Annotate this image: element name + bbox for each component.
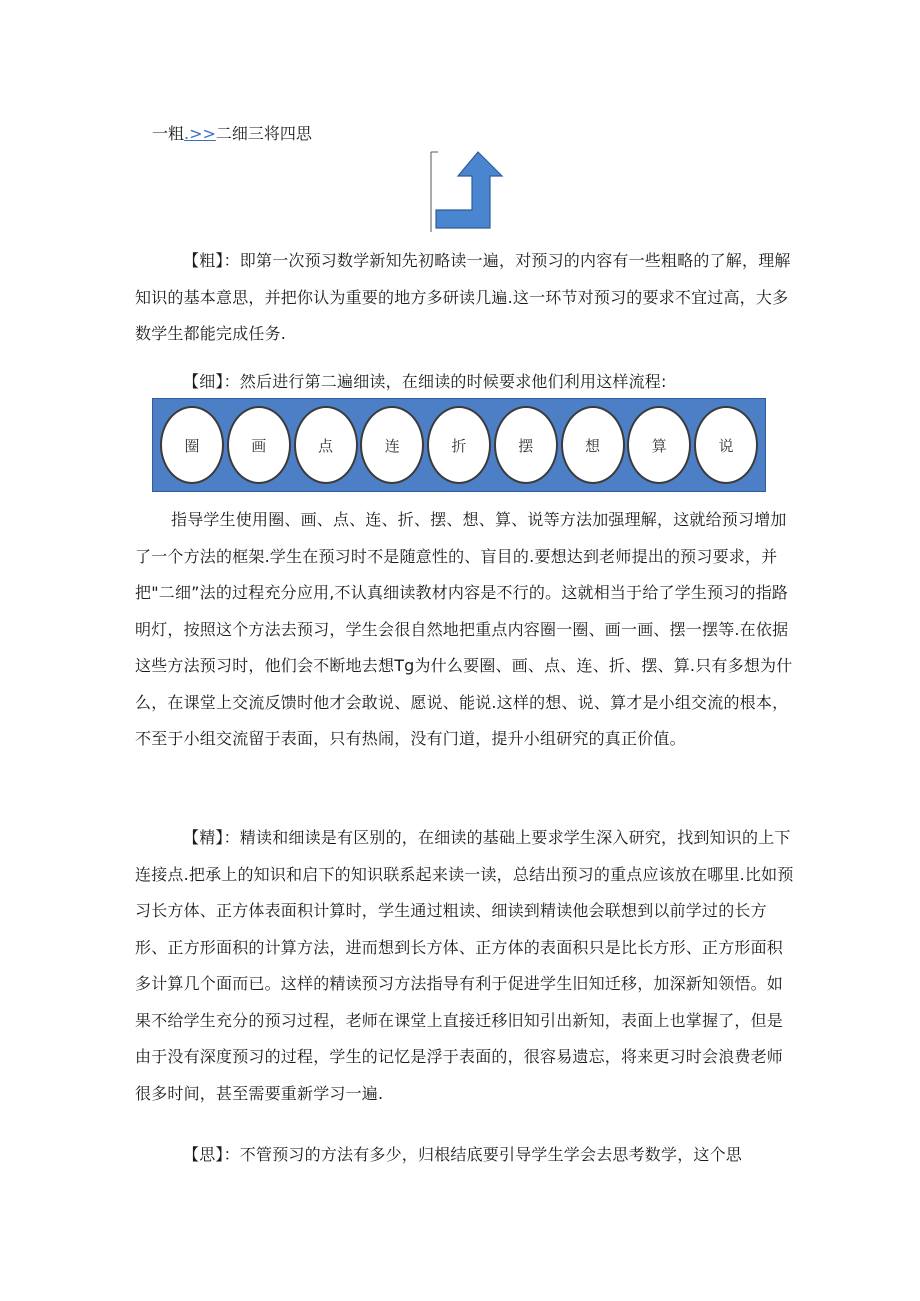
text-guide: 指导学生使用圈、画、点、连、折、摆、想、算、说等方法加强理解，这就给预习增加了一个方法的框架.学生在预习时不是随意性的、盲目的.要想达到老师提出的预习要求，并把"二细”法的过程充分应用,不认真细读教材内容是不行的。这就相当于给了学生预习的指路明灯，按照这个方法去预习，学生会很自然地把重点内容圈一圈、画一画、摆一摆等.在依据这些方法预习时，他们会不断地去想Tg为什么要圈、画、点、连、折、摆、算.只有多想为什么，在课堂上交流反馈时他才会敢说、愿说、能说.这样的想、说、算才是小组交流的根本，不至于小组交流留于表面，只有热闹，没有门道，提升小组研究的真正价值。 (135, 510, 793, 748)
flow-step: 点 (294, 406, 358, 484)
reading-flow-diagram (152, 398, 766, 492)
paragraph-xi (135, 364, 795, 401)
paragraph-jing (135, 820, 795, 1112)
paragraph-cu (135, 243, 795, 353)
flow-step: 连 (360, 406, 424, 484)
method-heading (152, 123, 312, 145)
flow-step: 摆 (494, 406, 558, 484)
flow-step: 画 (227, 406, 291, 484)
tag-jing: 【精】 (183, 828, 224, 847)
heading-link[interactable]: .>> (184, 124, 216, 143)
paragraph-si (135, 1137, 795, 1174)
tag-xi: 【细】 (183, 372, 224, 391)
text-cu: ：即第一次预习数学新知先初略读一遍，对预习的内容有一些粗略的了解，理解知识的基本意思，并把你认为重要的地方多研读几遍.这一环节对预习的要求不宜过高，大多数学生都能完成任务. (135, 251, 791, 343)
flow-step-list (160, 406, 758, 484)
flow-step: 说 (694, 406, 758, 484)
flow-step: 折 (427, 406, 491, 484)
text-jing: ：精读和细读是有区别的，在细读的基础上要求学生深入研究，找到知识的上下连接点.把承上的知识和启下的知识联系起来读一读，总结出预习的重点应该放在哪里.比如预习长方体、正方体表面积计算时，学生通过粗读、细读到精读他会联想到以前学过的长方形、正方形面积的计算方法，进而想到长方体、正方体的表面积只是比长方形、正方形面积多计算几个面而已。这样的精读预习方法指导有利于促进学生旧知迁移，加深新知领悟。如果不给学生充分的预习过程，老师在课堂上直接迁移旧知引出新知，表面上也掌握了，但是由于没有深度预习的过程，学生的记忆是浮于表面的，很容易遗忘，将来更习时会浪费老师很多时间，甚至需要重新学习一遍. (135, 828, 794, 1103)
heading-suffix: 二细三将四思 (215, 124, 312, 143)
flow-step: 圈 (160, 406, 224, 484)
tag-si: 【思】 (183, 1145, 224, 1164)
paragraph-guide (135, 502, 795, 758)
text-xi: ：然后进行第二遍细读，在细读的时候要求他们利用这样流程: (223, 372, 667, 391)
flow-step: 想 (561, 406, 625, 484)
text-si: ：不管预习的方法有多少，归根结底要引导学生学会去思考数学，这个思 (223, 1145, 743, 1164)
heading-prefix: 一粗 (152, 124, 185, 143)
tag-cu: 【粗】 (183, 251, 224, 270)
up-arrow-icon (428, 150, 508, 234)
flow-step: 算 (627, 406, 691, 484)
